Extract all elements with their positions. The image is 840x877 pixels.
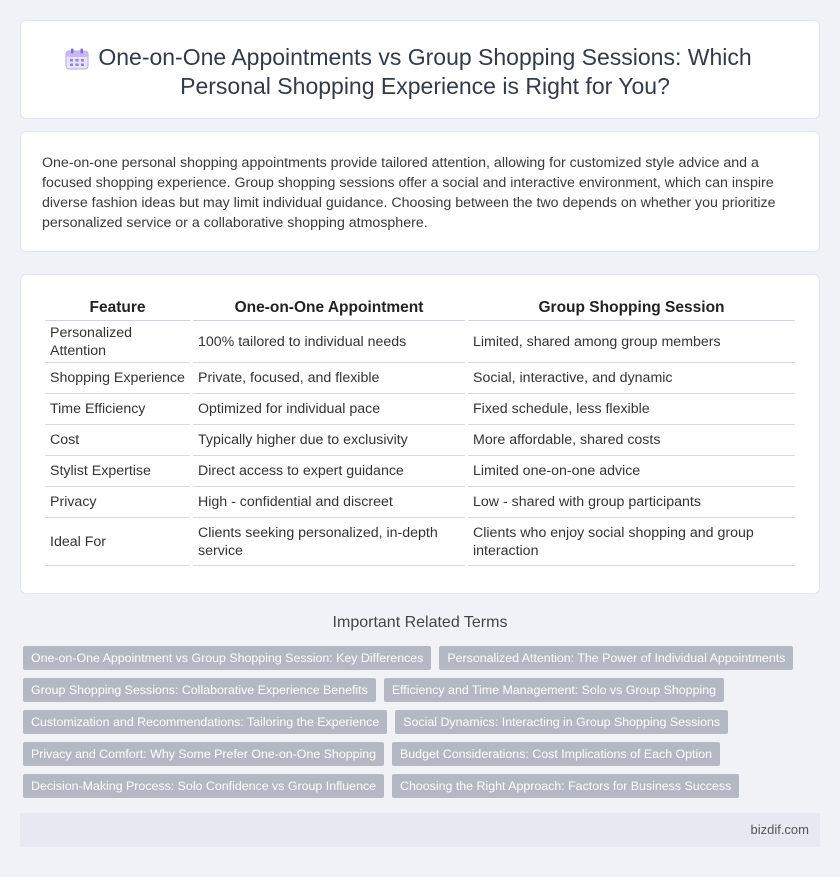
table-header-row [45,294,795,321]
related-terms-heading: Important Related Terms [332,614,508,631]
table-cell: More affordable, shared costs [468,425,795,456]
comparison-table-card [20,274,820,594]
table-cell: Limited, shared among group members [468,321,795,363]
column-header-one-on-one: One-on-One Appointment [193,294,465,321]
related-term-tag[interactable]: Budget Considerations: Cost Implications of Each Option [392,742,720,766]
table-row [45,487,795,518]
footer-brand-link[interactable]: bizdif.com [750,822,809,837]
table-row [45,456,795,487]
table-row [45,363,795,394]
table-row [45,425,795,456]
tag-row [23,646,823,678]
table-cell: Clients seeking personalized, in-depth service [193,518,465,566]
table-cell: Low - shared with group participants [468,487,795,518]
related-term-tag[interactable]: Personalized Attention: The Power of Individual Appointments [439,646,793,670]
intro-card [20,131,820,252]
table-cell: Fixed schedule, less flexible [468,394,795,425]
table-cell: Limited one-on-one advice [468,456,795,487]
related-term-tag[interactable]: One-on-One Appointment vs Group Shopping Session: Key Differences [23,646,431,670]
table-row [45,321,795,363]
tag-row [23,710,823,742]
table-cell: High - confidential and discreet [193,487,465,518]
table-cell: Privacy [45,487,190,518]
table-cell: Ideal For [45,518,190,566]
related-term-tag[interactable]: Group Shopping Sessions: Collaborative Experience Benefits [23,678,376,702]
related-term-tag[interactable]: Customization and Recommendations: Tailoring the Experience [23,710,387,734]
table-cell: Optimized for individual pace [193,394,465,425]
table-cell: Time Efficiency [45,394,190,425]
related-term-tag[interactable]: Privacy and Comfort: Why Some Prefer One-on-One Shopping [23,742,384,766]
tag-row [23,774,823,806]
table-cell: Shopping Experience [45,363,190,394]
intro-paragraph: One-on-one personal shopping appointments provide tailored attention, allowing for customized style advice and a focused shopping experience. Group shopping sessions offer a social and interactive environment, which can inspire diverse fashion ideas but may limit individual guidance. Choosing between the two depends on whether you prioritize personalized service or a collaborative shopping atmosphere. [42,155,776,231]
table-cell: Clients who enjoy social shopping and group interaction [468,518,795,566]
column-header-feature: Feature [45,294,190,321]
table-cell: Typically higher due to exclusivity [193,425,465,456]
footer [20,813,820,847]
table-cell: Personalized Attention [45,321,190,363]
related-term-tag[interactable]: Efficiency and Time Management: Solo vs Group Shopping [384,678,724,702]
table-row [45,518,795,566]
column-header-group: Group Shopping Session [468,294,795,321]
related-term-tag[interactable]: Social Dynamics: Interacting in Group Shopping Sessions [395,710,728,734]
table-cell: Social, interactive, and dynamic [468,363,795,394]
comparison-table [42,294,798,566]
tag-row [23,742,823,774]
table-cell: Direct access to expert guidance [193,456,465,487]
table-cell: Cost [45,425,190,456]
tag-row [23,678,823,710]
title-card [20,20,820,119]
page-title-line-1: One-on-One Appointments vs Group Shopping Sessions: Which [98,44,752,70]
page-title-line-2: Personal Shopping Experience is Right for You? [180,73,670,99]
related-term-tag[interactable]: Choosing the Right Approach: Factors for Business Success [392,774,739,798]
table-cell: 100% tailored to individual needs [193,321,465,363]
page-title [61,43,789,101]
table-row [45,394,795,425]
table-cell: Stylist Expertise [45,456,190,487]
related-term-tag[interactable]: Decision-Making Process: Solo Confidence vs Group Influence [23,774,384,798]
table-cell: Private, focused, and flexible [193,363,465,394]
related-terms-list [23,646,823,806]
